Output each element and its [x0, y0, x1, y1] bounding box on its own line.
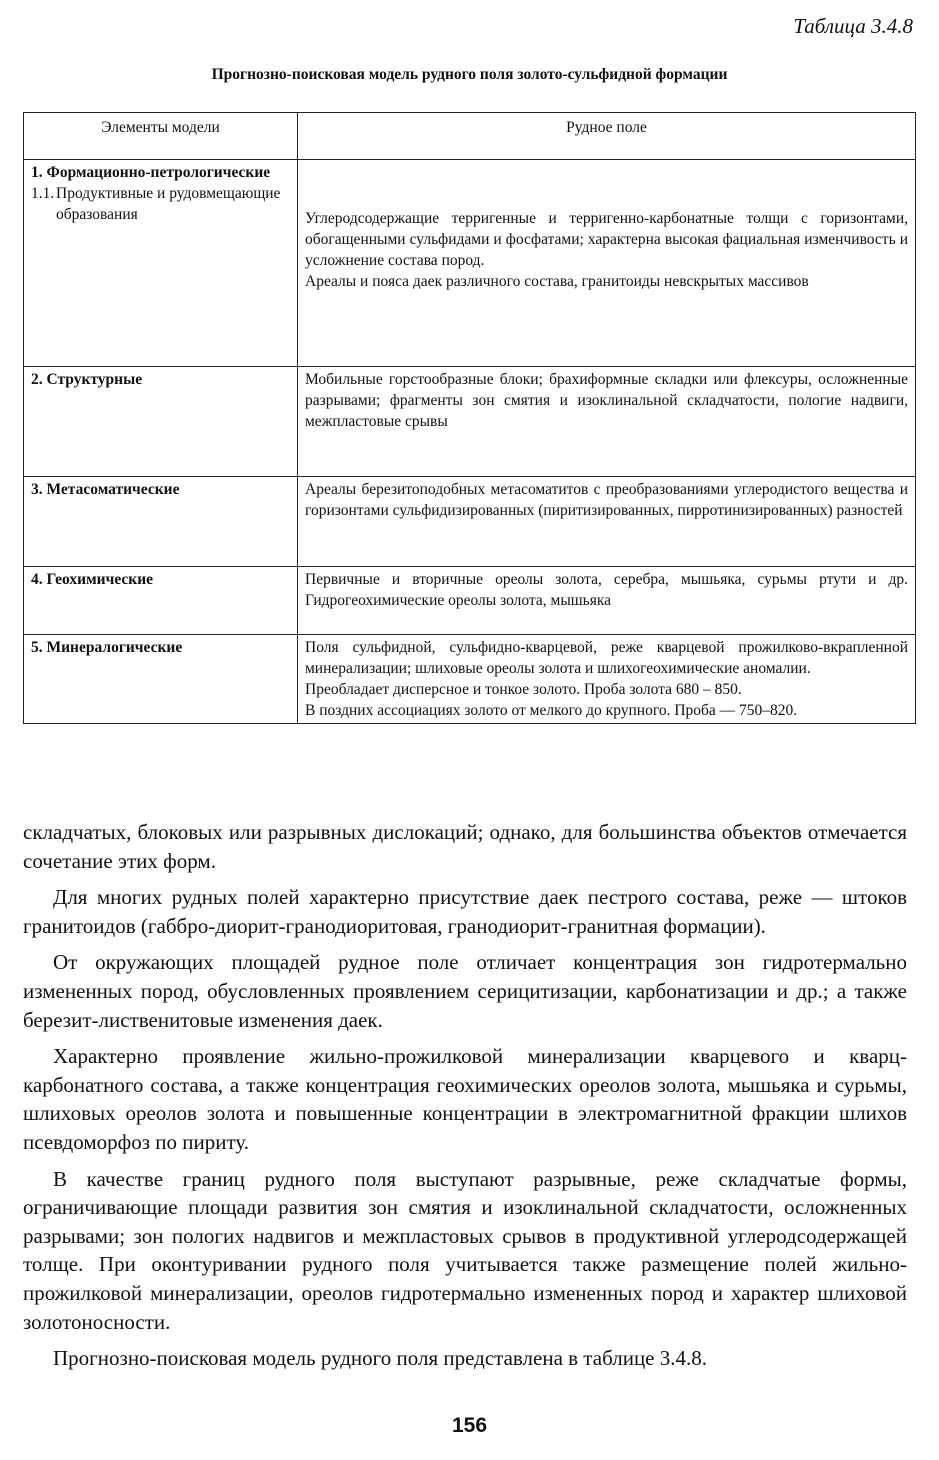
- group-title: 1. Формационно-петрологические: [31, 164, 271, 181]
- description-text: Первичные и вторичные ореолы золота, серебра, мышьяка, сурьмы ртути и др. Гидрогеохимические ореолы золота, мышьяка: [305, 571, 908, 609]
- table-row: [24, 635, 916, 724]
- row-label-cell: [24, 635, 298, 724]
- paragraph: Для многих рудных полей характерно присутствие даек пестрого состава, реже — штоков гранитоидов (габбро-диорит-гранодиоритовая, гранодиорит-гранитная формации).: [23, 885, 907, 938]
- table-row: [24, 477, 916, 567]
- column-header-elements: Элементы модели: [24, 113, 298, 160]
- table-row: [24, 567, 916, 635]
- page-number: 156: [451, 1414, 488, 1437]
- description-text: Ареалы березитоподобных метасоматитов с преобразованиями углеродистого вещества и горизонтами сульфидизированных (пиритизированных, пирротинизированных) разностей: [305, 481, 908, 519]
- model-table: [23, 112, 916, 724]
- group-title: 3. Метасоматические: [31, 481, 180, 498]
- row-description-cell: [298, 635, 916, 724]
- paragraph: Характерно проявление жильно-прожилковой минерализации кварцевого и кварц-карбонатного состава, а также концентрация геохимических ореолов золота, мышьяка и сурьмы, шлиховых ореолов золота и повышенные концентрации в электромагнитной фракции шлихов псевдоморфоз по пириту.: [23, 1044, 907, 1154]
- group-title: 5. Минералогические: [31, 639, 183, 656]
- row-label-cell: [24, 160, 298, 367]
- paragraph: Прогнозно-поисковая модель рудного поля представлена в таблице 3.4.8.: [53, 1346, 708, 1371]
- row-description-cell: [298, 477, 916, 567]
- table-header-row: [24, 113, 916, 160]
- description-text: В поздних ассоциациях золото от мелкого до крупного. Проба — 750–820.: [305, 702, 798, 719]
- table-title: Прогнозно-поисковая модель рудного поля золото-сульфидной формации: [211, 66, 728, 83]
- description-text: Ареалы и пояса даек различного состава, гранитоиды невскрытых массивов: [305, 273, 809, 290]
- row-label-cell: [24, 367, 298, 477]
- paragraph: складчатых, блоковых или разрывных дислокаций; однако, для большинства объектов отмечается сочетание этих форм.: [23, 820, 907, 873]
- row-label-cell: [24, 477, 298, 567]
- table-label: Таблица 3.4.8: [793, 14, 913, 38]
- group-title: 4. Геохимические: [31, 571, 154, 588]
- row-description-cell: [298, 567, 916, 635]
- sub-item-label: Продуктивные и рудовмещающие образования: [56, 185, 281, 223]
- sub-item: [31, 183, 290, 225]
- sub-item-number: 1.1.: [31, 185, 55, 202]
- body-text: [23, 818, 907, 1381]
- paragraph: В качестве границ рудного поля выступают разрывные, реже складчатые формы, ограничивающие площади развития зон смятия и изоклинальной складчатости, осложненных разрывами; зон пологих надвигов и межпластовых срывов в продуктивной углеродсодержащей толще. При оконтуривании рудного поля учитывается также размещение полей жильно-прожилковой минерализации, ореолов гидротермально измененных пород и характер шлиховой золотоносности.: [23, 1166, 907, 1334]
- row-description-cell: [298, 160, 916, 367]
- table-row: [24, 160, 916, 367]
- description-text: Поля сульфидной, сульфидно-кварцевой, реже кварцевой прожилково-вкрапленной минерализации; шлиховые ореолы золота и шлихогеохимические аномалии.: [305, 639, 908, 677]
- table-row: [24, 367, 916, 477]
- paragraph: От окружающих площадей рудное поле отличает концентрация зон гидротермально измененных пород, обусловленных проявлением серицитизации, карбонатизации и др.; а также березит-лиственитовые изменения даек.: [23, 950, 907, 1032]
- description-text: Преобладает дисперсное и тонкое золото. Проба золота 680 – 850.: [305, 681, 742, 698]
- group-title: 2. Структурные: [31, 371, 143, 388]
- column-header-ore-field: Рудное поле: [298, 113, 916, 160]
- row-label-cell: [24, 567, 298, 635]
- row-description-cell: [298, 367, 916, 477]
- description-text: Углеродсодержащие терригенные и терригенно-карбонатные толщи с горизонтами, обогащенными сульфидами и фосфатами; характерна высокая фациальная изменчивость и усложнение состава пород.: [305, 210, 908, 269]
- description-text: Мобильные горстообразные блоки; брахиформные складки или флексуры, осложненные разрывами; фрагменты зон смятия и изоклинальной складчатости, пологие надвиги, межпластовые срывы: [305, 371, 908, 430]
